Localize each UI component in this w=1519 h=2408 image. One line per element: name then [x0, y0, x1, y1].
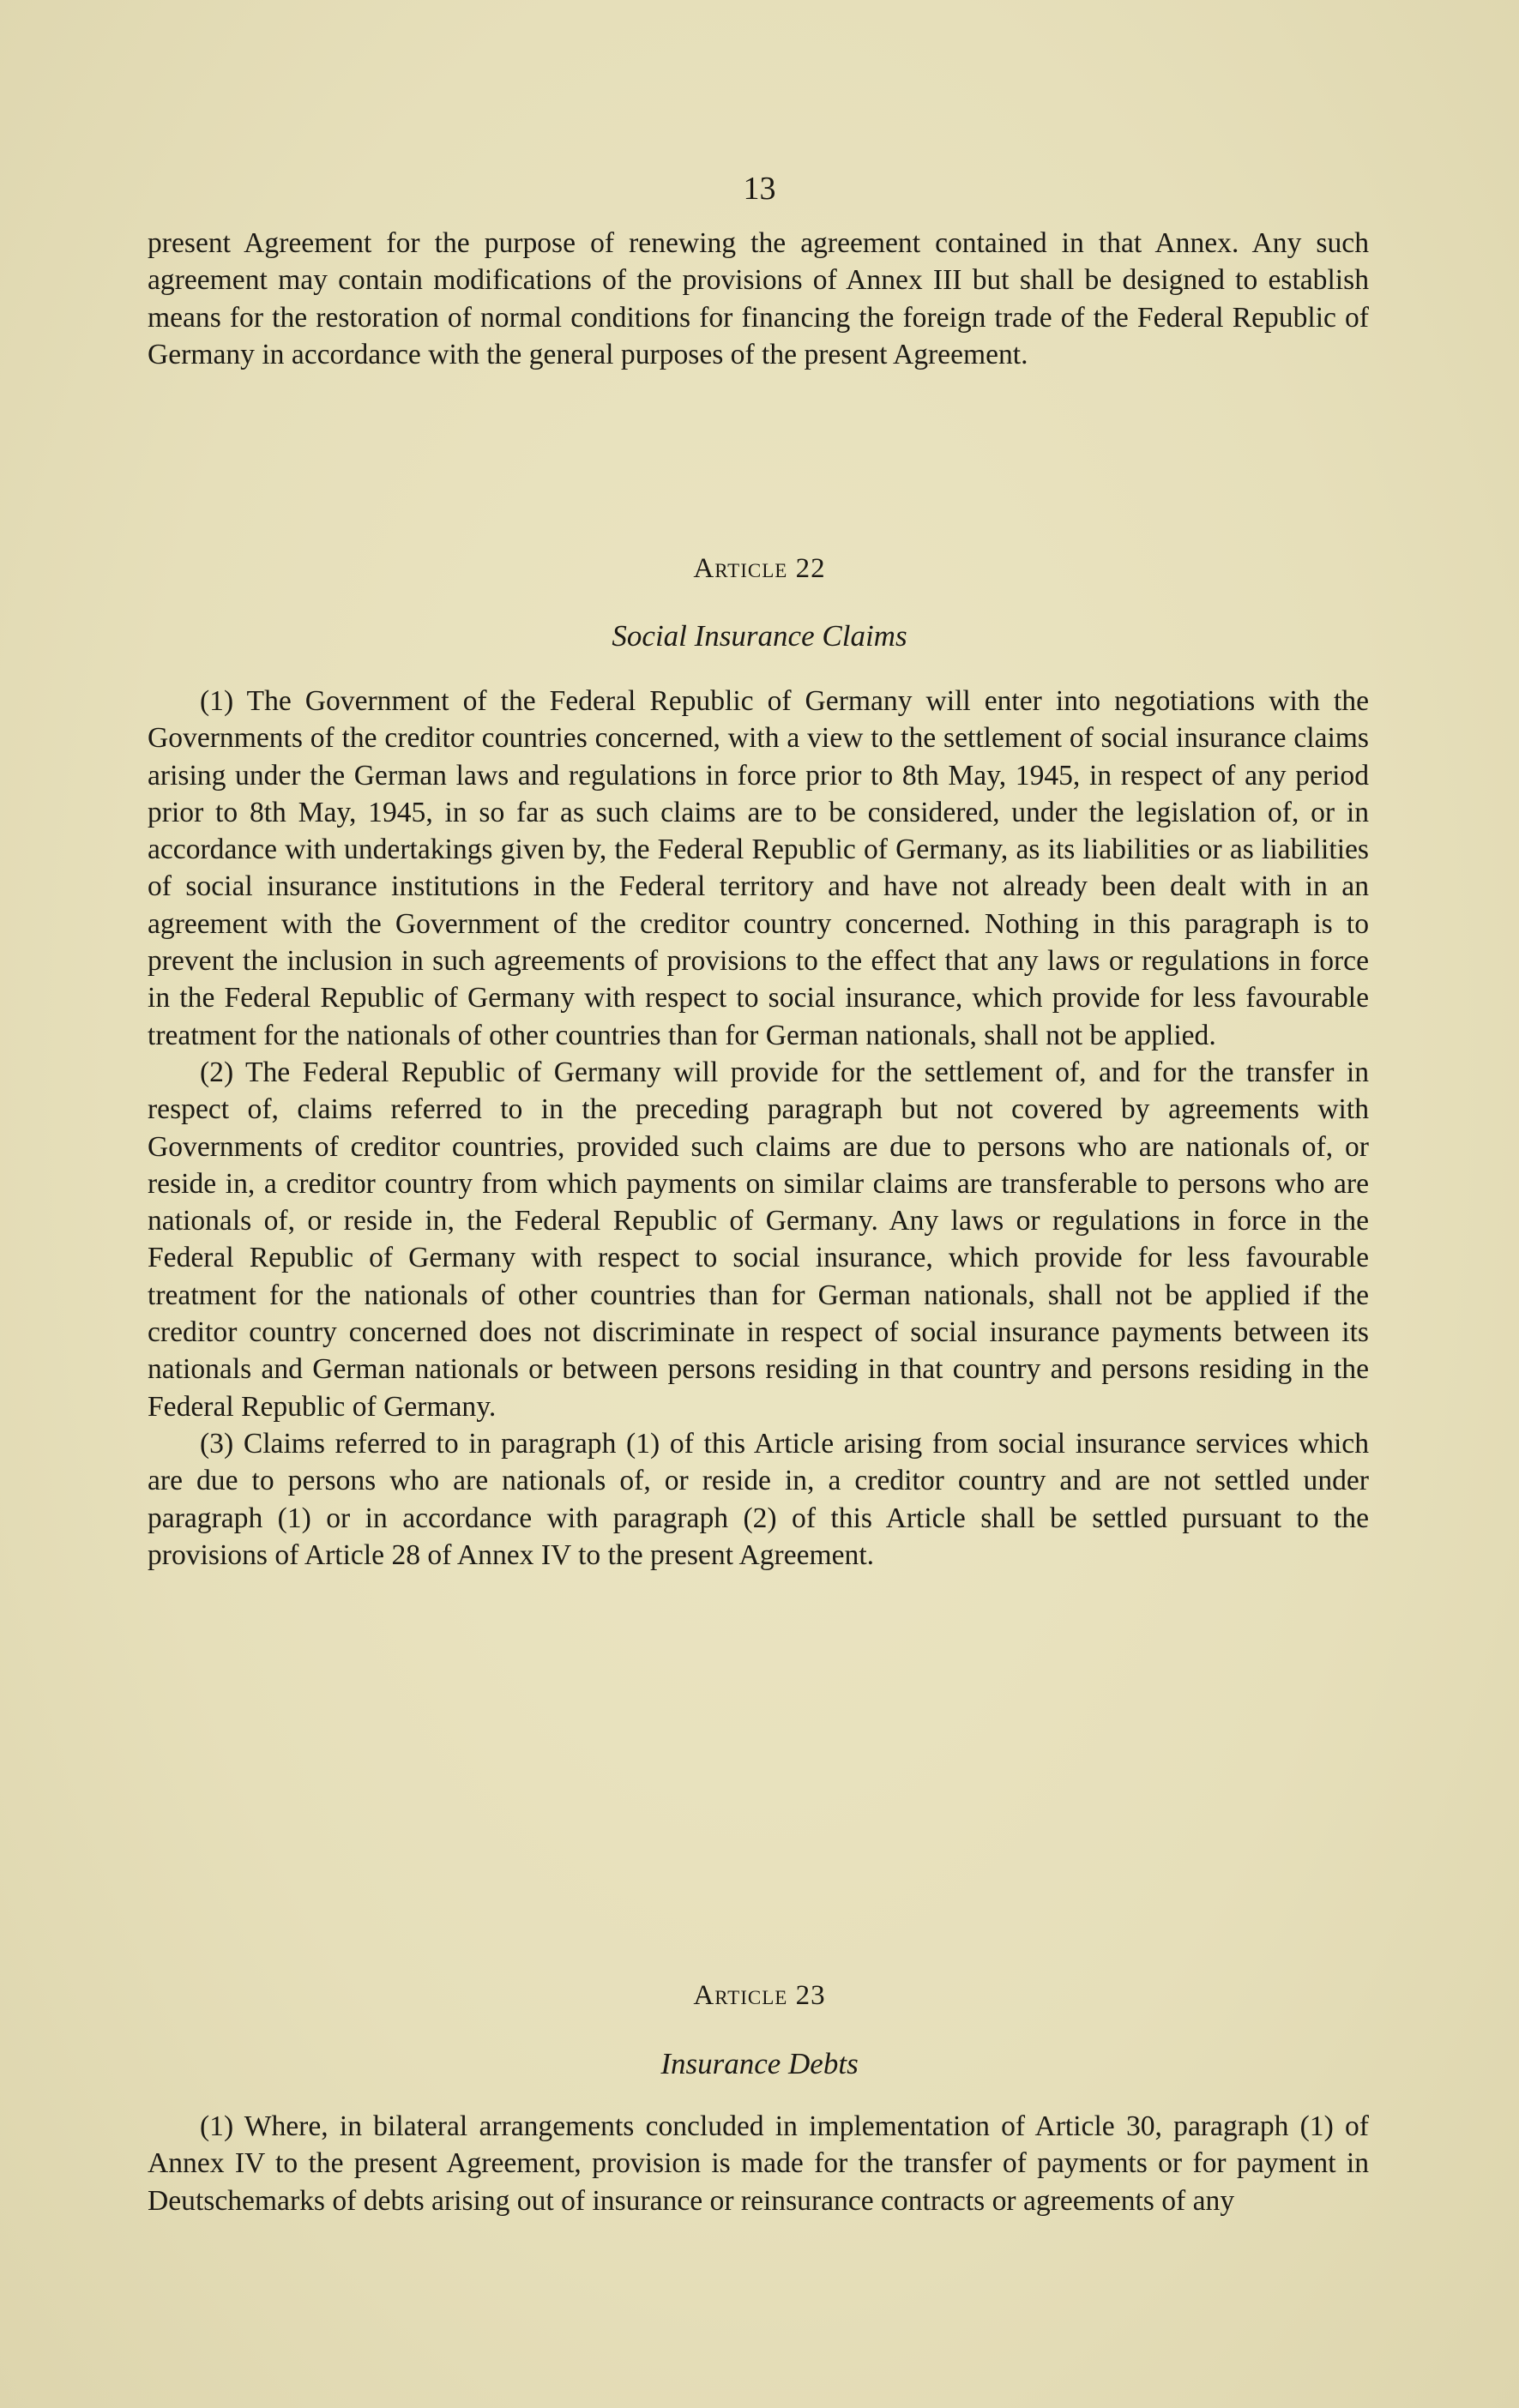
intro-section	[148, 225, 1369, 373]
article-22-heading: Article 22	[693, 553, 826, 584]
page-number: 13	[743, 171, 776, 207]
article-23-body	[148, 2108, 1369, 2219]
article-22-subtitle: Social Insurance Claims	[612, 619, 907, 653]
article-22-paragraph-2: (2) The Federal Republic of Germany will provide for the settlement of, and for the transfer in respect of, claims referred to in the preceding paragraph but not covered by agreements with Governments of creditor countries, provided such claims are due to persons who are nationals of, or reside in, a creditor country from which payments on similar claims are transferable to persons who are nationals of, or reside in, the Federal Republic of Germany. Any laws or regulations in force in the Federal Republic of Germany with respect to social insurance, which provide for less favourable treatment for the nationals of other countries than for German nationals, shall not be applied if the creditor country concerned does not discriminate in respect of social insurance payments between its nationals and German nationals or between persons residing in that country and persons residing in the Federal Republic of Germany.	[148, 1056, 1369, 1423]
article-23-heading: Article 23	[693, 1980, 826, 2011]
article-22-paragraph-3: (3) Claims referred to in paragraph (1) of this Article arising from social insurance services which are due to persons who are nationals of, or reside in, a creditor country and are not settled under paragraph (1) or in accordance with paragraph (2) of this Article shall be settled pursuant to the provisions of Article 28 of Annex IV to the present Agreement.	[148, 1427, 1369, 1571]
intro-paragraph: present Agreement for the purpose of renewing the agreement contained in that Annex. Any such agreement may contain modifications of the provisions of Annex III but shall be designed to establish means for the restoration of normal conditions for financing the foreign trade of the Federal Republic of Germany in accordance with the general purposes of the present Agreement.	[148, 227, 1369, 370]
article-22-body	[148, 683, 1369, 1574]
article-22-paragraph-1: (1) The Government of the Federal Republic of Germany will enter into negotiations with the Governments of the creditor countries concerned, with a view to the settlement of social insurance claims arising under the German laws and regulations in force prior to 8th May, 1945, in respect of any period prior to 8th May, 1945, in so far as such claims are to be considered, under the legislation of, or in accordance with undertakings given by, the Federal Republic of Germany, as its liabilities or as liabilities of social insurance institutions in the Federal territory and have not already been dealt with in an agreement with the Government of the creditor country concerned. Nothing in this paragraph is to prevent the inclusion in such agreements of provisions to the effect that any laws or regulations in force in the Federal Republic of Germany with respect to social insurance, which provide for less favourable treatment for the nationals of other countries than for German nationals, shall not be applied.	[148, 685, 1369, 1051]
article-23-subtitle: Insurance Debts	[660, 2047, 859, 2080]
article-23-paragraph-1: (1) Where, in bilateral arrangements concluded in implementation of Article 30, paragraph (1) of Annex IV to the present Agreement, provision is made for the transfer of payments or for payment in Deutschemarks of debts arising out of insurance or reinsurance contracts or agreements of any	[148, 2110, 1369, 2217]
